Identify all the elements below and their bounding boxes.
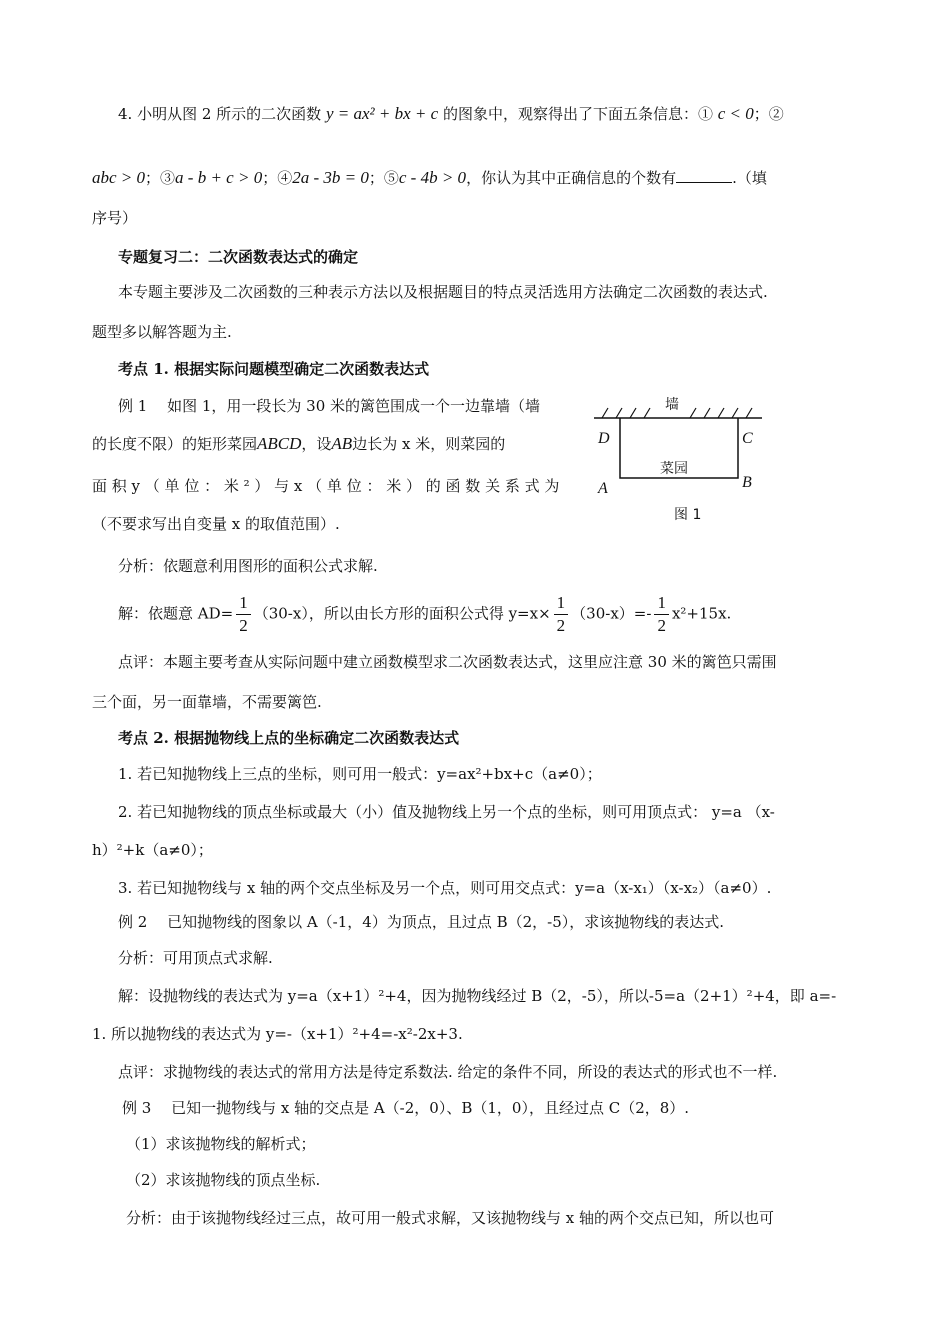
ex1-analysis: 分析：依题意利用图形的面积公式求解. (118, 557, 378, 575)
wall-label: 墙 (665, 397, 679, 413)
ex1-solution: 解：依题意 AD= $\frac{1}{2}$ （30-x），所以由长方形的面积公式得 y=x× $\frac{1}{2}$ （30-x）=- $\frac{1}{2}$ x²+15x. (118, 593, 732, 635)
ex1-comment-1: 点评：本题主要考查从实际问题中建立函数模型求二次函数表达式，这里应注意 30 米的篱笆只需围 (118, 653, 777, 671)
info-5: c - 4b > 0 (398, 168, 467, 187)
method-3: 3. 若已知抛物线与 x 轴的两个交点坐标及另一个点，则可用交点式：y=a（x-x₁）（x-x₂）（a≠0）. (118, 879, 772, 897)
figure-caption: 图 1 (674, 507, 702, 523)
answer-blank[interactable] (676, 168, 732, 183)
vertex-C: C (742, 430, 753, 447)
info-3: a - b + c > 0 (175, 168, 263, 187)
method-2-b: h）²+k（a≠0）； (92, 841, 213, 859)
ex1-line1: 例 1 如图 1，用一段长为 30 米的篱笆围成一个一边靠墙（墙 (118, 397, 541, 415)
topic-intro-2: 题型多以解答题为主. (92, 323, 232, 341)
q4-line1: 4. 小明从图 2 所示的二次函数 y = ax² + bx + c 的图象中，观察得出了下面五条信息：① c < 0；② (118, 104, 784, 123)
kp1-title: 考点 1. 根据实际问题模型确定二次函数表达式 (118, 360, 430, 378)
vertex-A: A (598, 480, 608, 497)
method-2-a: 2. 若已知抛物线的顶点坐标或最大（小）值及抛物线上另一个点的坐标，则可用顶点式： y=a （x- (118, 803, 775, 821)
method-1: 1. 若已知抛物线上三点的坐标，则可用一般式：y=ax²+bx+c（a≠0）； (118, 765, 602, 783)
ex1-line4: （不要求写出自变量 x 的取值范围）. (92, 515, 340, 533)
quadratic-formula: y = ax² + bx + c (325, 104, 439, 123)
ex2-comment: 点评：求抛物线的表达式的常用方法是待定系数法. 给定的条件不同，所设的表达式的形式也不一样. (118, 1063, 778, 1081)
fraction-half: $\frac{1}{2}$ (554, 592, 569, 637)
section-title: 专题复习二：二次函数表达式的确定 (118, 248, 359, 266)
garden-label: 菜园 (660, 461, 688, 477)
ex1-line2: 的长度不限）的矩形菜园ABCD，设AB边长为 x 米，则菜园的 (92, 434, 506, 453)
info-4: 2a - 3b = 0 (292, 168, 369, 187)
ex1-comment-2: 三个面，另一面靠墙，不需要篱笆. (92, 693, 322, 711)
topic-intro-1: 本专题主要涉及二次函数的三种表示方法以及根据题目的特点灵活选用方法确定二次函数的表达式. (118, 283, 768, 301)
vertex-D: D (598, 430, 610, 447)
kp2-title: 考点 2. 根据抛物线上点的坐标确定二次函数表达式 (118, 729, 460, 747)
ex3-question: 例 3 已知一抛物线与 x 轴的交点是 A（-2，0）、B（1，0），且经过点 C（2，8）. (122, 1099, 690, 1117)
ex3-part-1: （1）求该抛物线的解析式； (126, 1135, 316, 1153)
fraction-half: $\frac{1}{2}$ (236, 592, 251, 637)
q4-line3: 序号） (92, 209, 138, 227)
q4-line2: abc > 0；③a - b + c > 0；④2a - 3b = 0；⑤c - 4b > 0，你认为其中正确信息的个数有 .（填 (92, 168, 767, 187)
vertex-B: B (742, 474, 752, 491)
ex1-line3: 面 积 y （ 单 位 ： 米 ² ） 与 x （ 单 位 ： 米 ） 的 函 数 关 系 式 为 (92, 477, 560, 495)
ex3-part-2: （2）求该抛物线的顶点坐标. (126, 1171, 321, 1189)
ex2-question: 例 2 已知抛物线的图象以 A（-1，4）为顶点，且过点 B（2，-5），求该抛物线的表达式. (118, 913, 725, 931)
info-2: abc > 0 (92, 168, 146, 187)
ex2-solution-1: 解：设抛物线的表达式为 y=a（x+1）²+4，因为抛物线经过 B（2，-5），所以-5=a（2+1）²+4，即 a=- (118, 987, 837, 1005)
ex3-analysis: 分析：由于该抛物线经过三点，故可用一般式求解，又该抛物线与 x 轴的两个交点已知，所以也可 (126, 1209, 775, 1227)
info-1: c < 0 (717, 104, 754, 123)
figure-1 (592, 392, 772, 532)
ex2-analysis: 分析：可用顶点式求解. (118, 949, 273, 967)
ex2-solution-2: 1. 所以抛物线的表达式为 y=-（x+1）²+4=-x²-2x+3. (92, 1025, 463, 1043)
fraction-half: $\frac{1}{2}$ (654, 592, 669, 637)
